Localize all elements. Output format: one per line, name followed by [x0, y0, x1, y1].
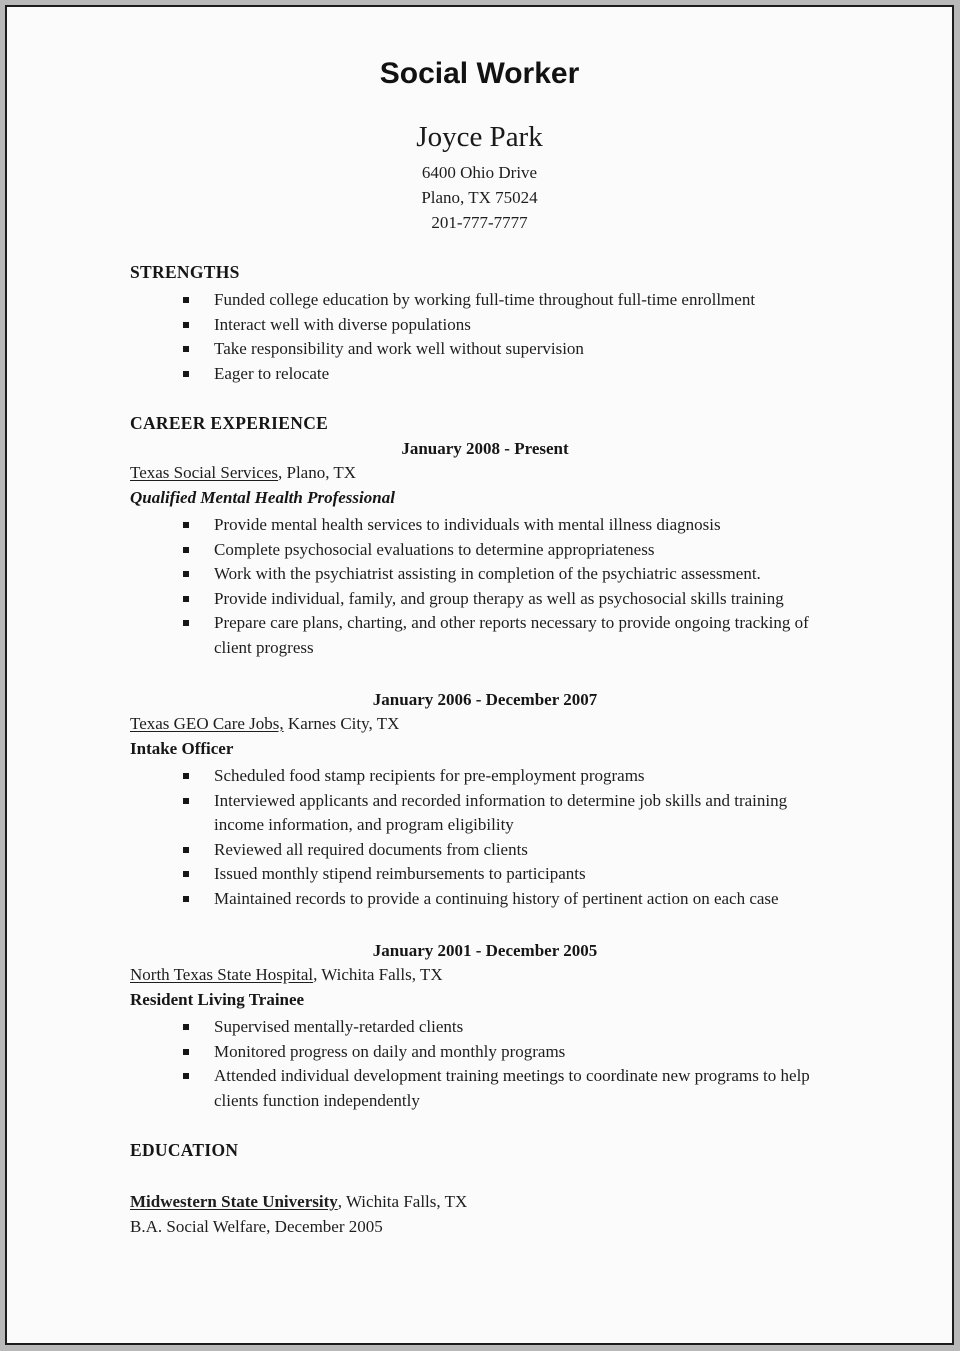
job-company-line	[130, 461, 840, 486]
job-dates: January 2006 - December 2007	[372, 690, 598, 709]
job-entry	[130, 687, 840, 911]
education-school-line	[130, 1190, 840, 1215]
job-duties-list	[130, 1015, 840, 1113]
address-line-2: Plano, TX 75024	[421, 188, 538, 207]
job-entry	[130, 436, 840, 660]
job-duty-item: Provide mental health services to individuals with mental illness diagnosis	[130, 513, 840, 538]
resume-body	[130, 260, 840, 1239]
education-heading: EDUCATION	[130, 1140, 239, 1160]
job-duty-item: Attended individual development training meetings to coordinate new programs to help clients function independently	[130, 1064, 840, 1113]
job-duty-item: Maintained records to provide a continuing history of pertinent action on each case	[130, 887, 840, 912]
job-company-line	[130, 963, 840, 988]
phone-number: 201-777-7777	[431, 213, 528, 232]
education-degree: B.A. Social Welfare, December 2005	[130, 1216, 383, 1236]
company-location: , Plano, TX	[278, 463, 357, 482]
experience-heading: CAREER EXPERIENCE	[130, 413, 329, 433]
job-duties-list	[130, 513, 840, 660]
job-duty-item: Reviewed all required documents from clients	[130, 838, 840, 863]
address-line-1: 6400 Ohio Drive	[421, 163, 538, 182]
strength-item: Eager to relocate	[130, 362, 840, 387]
job-duty-item: Supervised mentally-retarded clients	[130, 1015, 840, 1040]
job-duty-item: Issued monthly stipend reimbursements to participants	[130, 862, 840, 887]
strength-item: Interact well with diverse populations	[130, 313, 840, 338]
strengths-heading: STRENGTHS	[130, 262, 240, 282]
job-duty-item: Prepare care plans, charting, and other reports necessary to provide ongoing tracking of client progress	[130, 611, 840, 660]
job-duty-item: Provide individual, family, and group therapy as well as psychosocial skills training	[130, 587, 840, 612]
company-name: Texas GEO Care Jobs,	[130, 714, 284, 733]
company-name: North Texas State Hospital	[130, 965, 314, 984]
company-location: , Wichita Falls, TX	[313, 965, 443, 984]
person-name: Joyce Park	[416, 121, 543, 153]
strengths-list	[130, 288, 840, 386]
job-duty-item: Scheduled food stamp recipients for pre-employment programs	[130, 764, 840, 789]
job-title: Resident Living Trainee	[130, 989, 305, 1009]
job-duty-item: Work with the psychiatrist assisting in completion of the psychiatric assessment.	[130, 562, 840, 587]
job-entry	[130, 938, 840, 1113]
job-title: Intake Officer	[130, 738, 234, 758]
job-dates: January 2001 - December 2005	[372, 941, 598, 960]
job-company-line	[130, 712, 840, 737]
job-duty-item: Interviewed applicants and recorded information to determine job skills and training income information, and program eligibility	[130, 789, 840, 838]
school-name: Midwestern State University	[130, 1192, 338, 1211]
job-dates: January 2008 - Present	[401, 439, 569, 458]
job-duty-item: Complete psychosocial evaluations to determine appropriateness	[130, 538, 840, 563]
job-title: Qualified Mental Health Professional	[130, 487, 395, 507]
school-location: , Wichita Falls, TX	[337, 1192, 468, 1211]
job-duty-item: Monitored progress on daily and monthly programs	[130, 1040, 840, 1065]
company-location: Karnes City, TX	[283, 714, 400, 733]
document-title: Social Worker	[379, 57, 580, 90]
resume-page	[5, 5, 954, 1345]
strength-item: Take responsibility and work well without supervision	[130, 337, 840, 362]
strength-item: Funded college education by working full-time throughout full-time enrollment	[130, 288, 840, 313]
job-duties-list	[130, 764, 840, 911]
contact-block	[7, 160, 952, 235]
company-name: Texas Social Services	[130, 463, 278, 482]
